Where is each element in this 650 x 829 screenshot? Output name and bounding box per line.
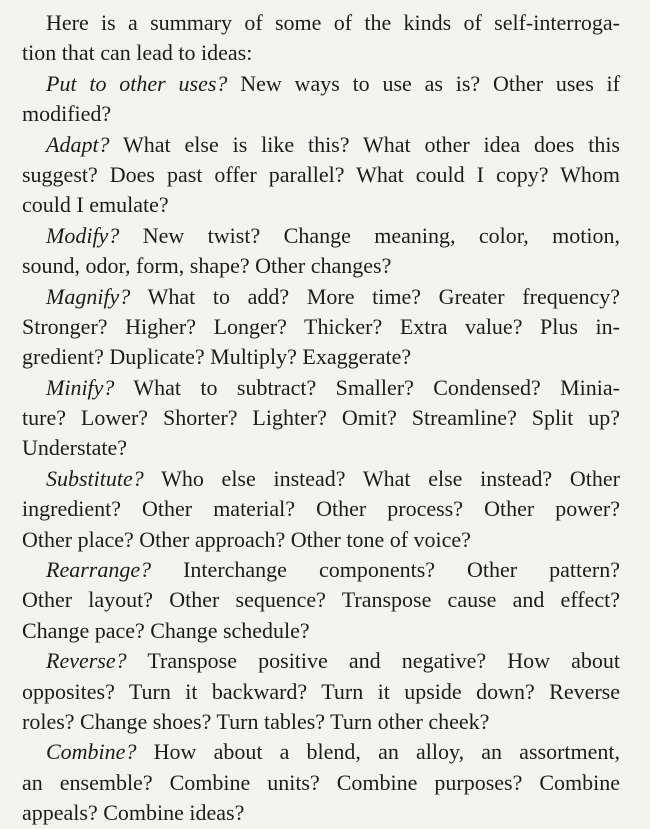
paragraph-lead: Put to other uses? [46, 70, 228, 96]
intro-paragraph [22, 8, 620, 69]
text-line: sound, odor, form, shape? Other changes? [22, 253, 392, 279]
paragraph-lead: Combine? [46, 739, 137, 765]
text-line: appeals? Combine ideas? [22, 800, 245, 826]
paragraph-magnify [22, 282, 620, 373]
text-line: roles? Change shoes? Turn tables? Turn other cheek? [22, 708, 490, 734]
text-line: an ensemble? Combine units? Combine purposes? Combine [22, 769, 620, 795]
text-line: opposites? Turn it backward? Turn it upside down? Reverse [22, 678, 620, 704]
text-line: What to subtract? Smaller? Condensed? Minia- [114, 374, 620, 400]
text-line: Change pace? Change schedule? [22, 617, 310, 643]
text-line: Who else instead? What else instead? Other [143, 465, 620, 491]
text-line: Interchange components? Other pattern? [151, 557, 620, 583]
text-line: What to add? More time? Greater frequency? [130, 283, 620, 309]
text-line: Other layout? Other sequence? Transpose cause and effect? [22, 587, 620, 613]
paragraph-lead: Modify? [46, 222, 120, 248]
text-line: Other place? Other approach? Other tone of voice? [22, 526, 471, 552]
text-line: New twist? Change meaning, color, motion, [119, 222, 620, 248]
paragraph-lead: Substitute? [46, 465, 144, 491]
text-line: suggest? Does past offer parallel? What could I copy? Whom [22, 161, 620, 187]
text-line: Stronger? Higher? Longer? Thicker? Extra value? Plus in- [22, 313, 620, 339]
paragraph-modify [22, 221, 620, 282]
text-line: could I emulate? [22, 192, 169, 218]
paragraph-lead: Minify? [46, 374, 115, 400]
paragraph-minify [22, 373, 620, 464]
book-page [22, 8, 620, 829]
paragraph-adapt [22, 130, 620, 221]
paragraph-put-to-other-uses [22, 69, 620, 130]
paragraph-rearrange [22, 555, 620, 646]
text-line: ingredient? Other material? Other process? Other power? [22, 496, 620, 522]
text-line: How about a blend, an alloy, an assortment, [136, 739, 620, 765]
text-line: Understate? [22, 435, 128, 461]
text-line: New ways to use as is? Other uses if [227, 70, 620, 96]
text-line: What else is like this? What other idea does this [109, 131, 620, 157]
paragraph-substitute [22, 464, 620, 555]
text-line: ture? Lower? Shorter? Lighter? Omit? Streamline? Split up? [22, 405, 620, 431]
paragraph-reverse [22, 646, 620, 737]
text-line: gredient? Duplicate? Multiply? Exaggerate? [22, 344, 412, 370]
paragraph-lead: Rearrange? [46, 557, 152, 583]
text-line: modified? [22, 101, 112, 127]
text-line: Transpose positive and negative? How about [126, 648, 620, 674]
text-line: tion that can lead to ideas: [22, 40, 253, 66]
paragraph-lead: Magnify? [46, 283, 131, 309]
paragraph-lead: Reverse? [46, 648, 127, 674]
text-line: Here is a summary of some of the kinds of self-interroga- [46, 10, 620, 35]
paragraph-combine [22, 737, 620, 828]
paragraph-lead: Adapt? [46, 131, 110, 157]
